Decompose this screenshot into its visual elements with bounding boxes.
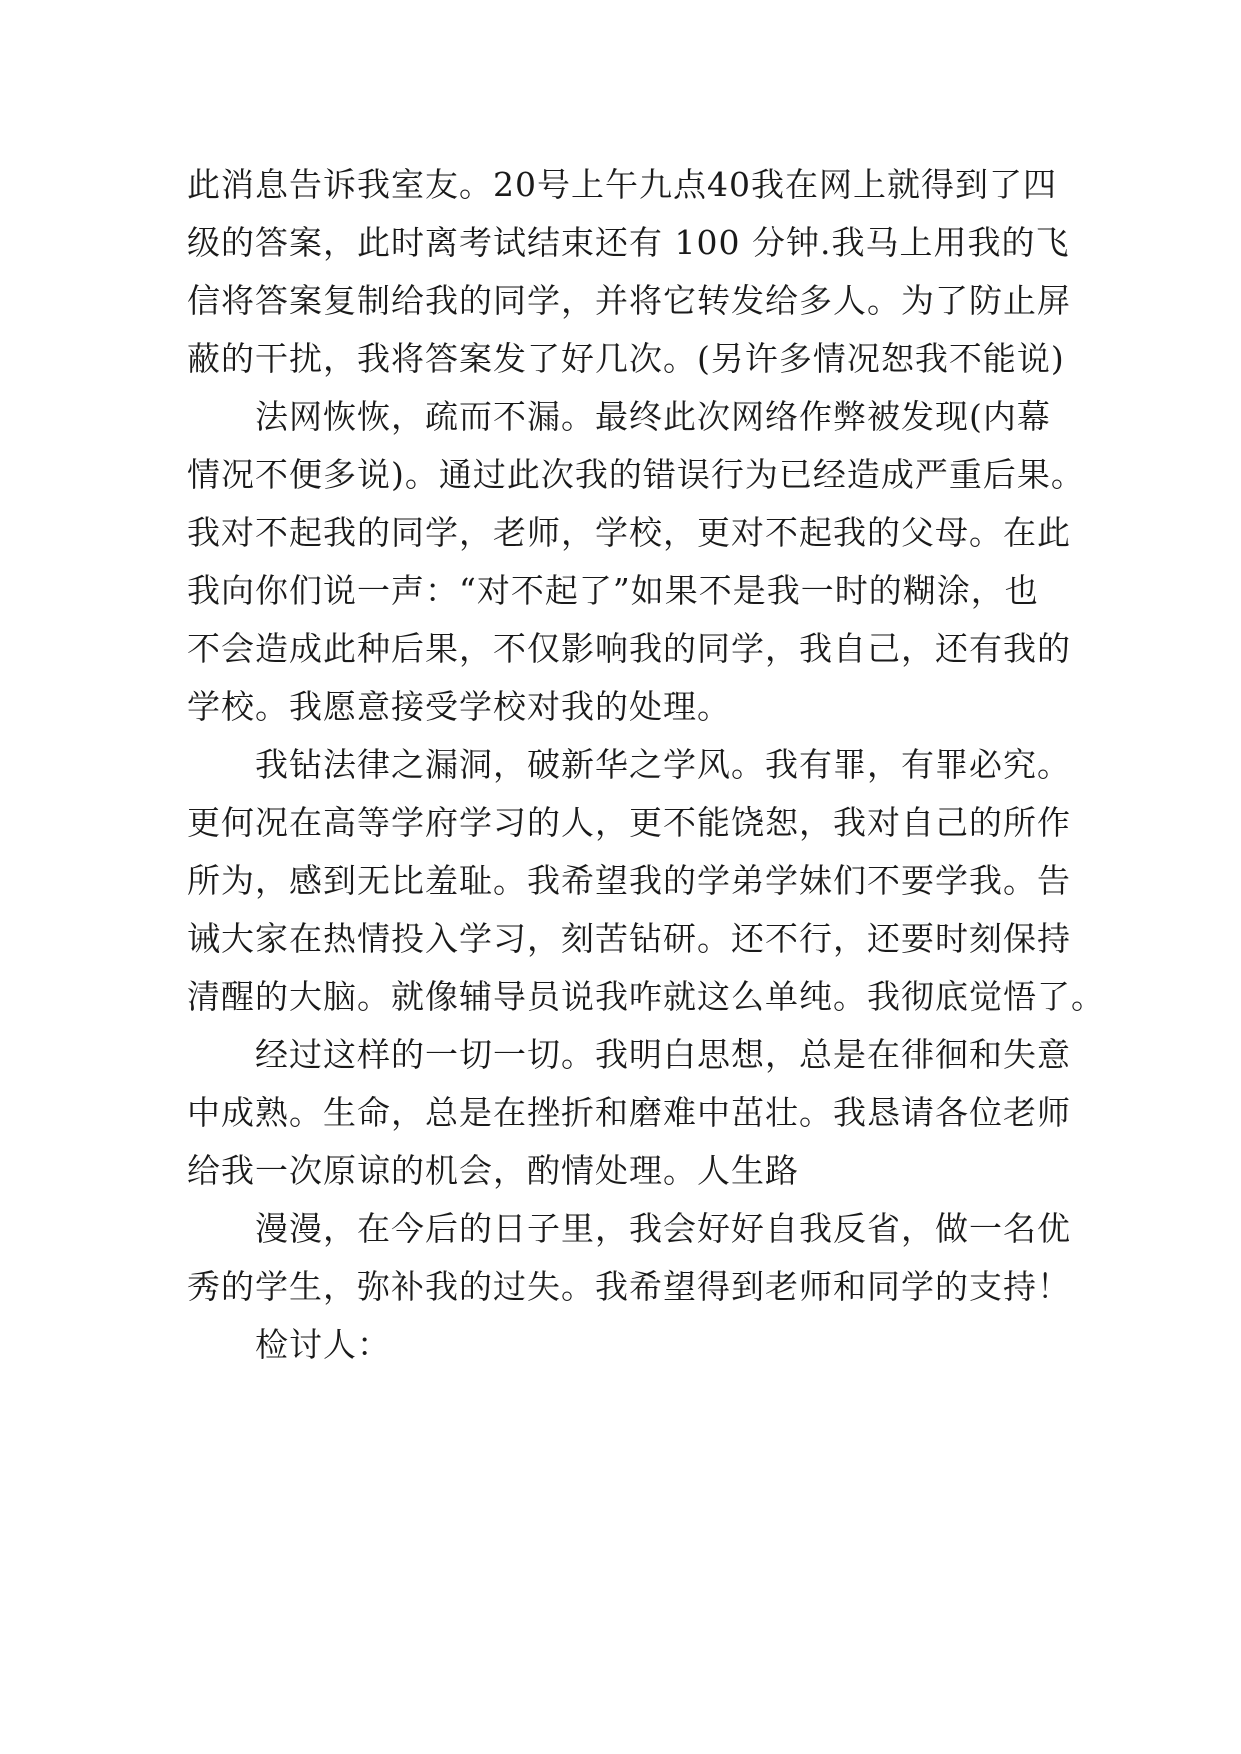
text-line: 信将答案复制给我的同学，并将它转发给多人。为了防止屏: [187, 281, 1071, 320]
signature-label: 检讨人：: [255, 1325, 391, 1364]
text-line: 秀的学生，弥补我的过失。我希望得到老师和同学的支持！: [187, 1267, 1071, 1306]
text-line: 情况不便多说)。通过此次我的错误行为已经造成严重后果。: [187, 455, 1085, 494]
paragraph-first-line: 我钻法律之漏洞，破新华之学风。我有罪，有罪必究。: [255, 745, 1071, 784]
text-line: 给我一次原谅的机会，酌情处理。人生路: [187, 1151, 799, 1190]
text-line: 蔽的干扰，我将答案发了好几次。(另许多情况恕我不能说): [187, 339, 1065, 378]
paragraph-first-line: 法网恢恢，疏而不漏。最终此次网络作弊被发现(内幕: [255, 397, 1051, 436]
paragraph-first-line: 经过这样的一切一切。我明白思想，总是在徘徊和失意: [255, 1035, 1071, 1074]
text-line: 我向你们说一声：“对不起了”如果不是我一时的糊涂，也: [187, 571, 1039, 610]
text-line: 级的答案，此时离考试结束还有 100 分钟.我马上用我的飞: [187, 223, 1070, 262]
text-line: 此消息告诉我室友。20号上午九点40我在网上就得到了四: [187, 165, 1057, 204]
document-body: [187, 156, 1105, 1374]
text-line: 不会造成此种后果，不仅影响我的同学，我自己，还有我的: [187, 629, 1071, 668]
text-line: 诫大家在热情投入学习，刻苦钻研。还不行，还要时刻保持: [187, 919, 1071, 958]
text-line: 学校。我愿意接受学校对我的处理。: [187, 687, 731, 726]
text-line: 我对不起我的同学，老师，学校，更对不起我的父母。在此: [187, 513, 1071, 552]
text-line: 更何况在高等学府学习的人，更不能饶恕，我对自己的所作: [187, 803, 1071, 842]
paragraph-first-line: 漫漫，在今后的日子里，我会好好自我反省，做一名优: [255, 1209, 1071, 1248]
text-line: 所为，感到无比羞耻。我希望我的学弟学妹们不要学我。告: [187, 861, 1071, 900]
text-line: 中成熟。生命，总是在挫折和磨难中茁壮。我恳请各位老师: [187, 1093, 1071, 1132]
text-line: 清醒的大脑。就像辅导员说我咋就这么单纯。我彻底觉悟了。: [187, 977, 1105, 1016]
